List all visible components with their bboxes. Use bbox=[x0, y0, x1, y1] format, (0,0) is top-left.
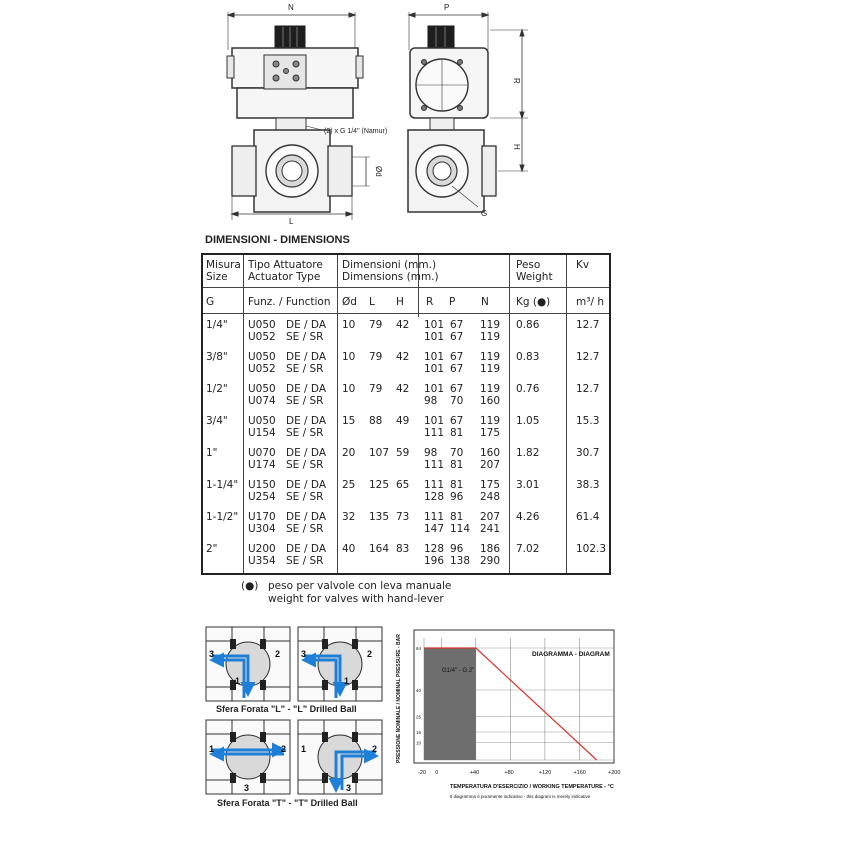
table-cell-size: 3/4" bbox=[206, 415, 228, 427]
table-cell-h: 42 bbox=[396, 319, 410, 331]
table-cell-d: 20 bbox=[342, 447, 356, 459]
header-actuator-en: Actuator Type bbox=[248, 271, 321, 283]
l1-port-2: 2 bbox=[275, 649, 281, 659]
table-cell-p1: 67 bbox=[450, 319, 464, 331]
header-dimensions-it: Dimensioni (mm.) bbox=[342, 259, 437, 271]
table-cell-r1: 111 bbox=[424, 511, 445, 523]
table-cell-act2: U154 bbox=[248, 427, 276, 439]
table-cell-n2: 175 bbox=[480, 427, 501, 439]
table-cell-kv: 12.7 bbox=[576, 383, 600, 395]
y-tick-label: 25 bbox=[416, 714, 422, 720]
t2-port-3: 3 bbox=[346, 783, 352, 793]
table-cell-d: 40 bbox=[342, 543, 356, 555]
t-ball-caption: Sfera Forata "T" - "T" Drilled Ball bbox=[217, 798, 358, 808]
y-tick-label: 40 bbox=[416, 688, 422, 693]
sub-d: Ød bbox=[342, 296, 357, 308]
sub-g: G bbox=[206, 296, 215, 308]
header-actuator-it: Tipo Attuatore bbox=[248, 259, 323, 271]
y-tick-label: 10 bbox=[416, 740, 422, 746]
l1-port-3: 3 bbox=[209, 649, 215, 659]
table-cell-h: 42 bbox=[396, 351, 410, 363]
table-cell-h: 73 bbox=[396, 511, 410, 523]
table-cell-p1: 67 bbox=[450, 383, 464, 395]
t1-port-3: 3 bbox=[244, 783, 250, 793]
x-tick-label: +200 bbox=[608, 770, 621, 776]
table-cell-p1: 81 bbox=[450, 479, 464, 491]
table-cell-r2: 196 bbox=[424, 555, 445, 567]
table-cell-p2: 114 bbox=[450, 523, 471, 535]
sub-p: P bbox=[449, 296, 456, 308]
table-cell-kv: 12.7 bbox=[576, 351, 600, 363]
table-cell-l: 88 bbox=[369, 415, 383, 427]
x-tick-labels bbox=[418, 770, 620, 776]
table-cell-d: 10 bbox=[342, 383, 356, 395]
footnote-it: peso per valvole con leva manuale bbox=[268, 580, 452, 592]
x-tick-label: +80 bbox=[504, 770, 514, 776]
table-cell-kg: 0.76 bbox=[516, 383, 540, 395]
table-cell-f2: SE / SR bbox=[286, 331, 324, 343]
table-cell-kg: 1.05 bbox=[516, 415, 540, 427]
table-cell-d: 10 bbox=[342, 351, 356, 363]
table-cell-r1: 98 bbox=[424, 447, 438, 459]
table-cell-n1: 207 bbox=[480, 511, 501, 523]
dim-label-p: P bbox=[444, 3, 450, 12]
header-dimensions-en: Dimensions (mm.) bbox=[342, 271, 439, 283]
table-cell-n1: 175 bbox=[480, 479, 501, 491]
l1-port-1: 1 bbox=[235, 676, 241, 686]
table-cell-r1: 101 bbox=[424, 415, 445, 427]
table-cell-f1: DE / DA bbox=[286, 319, 327, 331]
table-cell-act1: U150 bbox=[248, 479, 276, 491]
x-axis-label: TEMPERATURA D'ESERCIZIO / WORKING TEMPERATURE - °C bbox=[450, 784, 614, 790]
table-cell-r2: 101 bbox=[424, 363, 445, 375]
table-cell-kv: 61.4 bbox=[576, 511, 600, 523]
diagram-footnote: Il diagramma è puramente indicativo - this diagram is merely indicative bbox=[450, 794, 591, 799]
table-cell-n2: 241 bbox=[480, 523, 501, 535]
table-cell-kg: 0.83 bbox=[516, 351, 540, 363]
table-cell-l: 79 bbox=[369, 319, 383, 331]
table-cell-p2: 81 bbox=[450, 459, 464, 471]
table-cell-kv: 30.7 bbox=[576, 447, 600, 459]
table-cell-d: 15 bbox=[342, 415, 356, 427]
y-tick-label: 64 bbox=[416, 646, 422, 651]
table-cell-act1: U050 bbox=[248, 351, 276, 363]
table-cell-r2: 128 bbox=[424, 491, 445, 503]
l2-port-2: 2 bbox=[367, 649, 373, 659]
table-cell-d: 32 bbox=[342, 511, 356, 523]
table-cell-kv: 12.7 bbox=[576, 319, 600, 331]
table-cell-r2: 101 bbox=[424, 331, 445, 343]
table-cell-kv: 15.3 bbox=[576, 415, 600, 427]
table-cell-f2: SE / SR bbox=[286, 491, 324, 503]
sub-unit: m³/ h bbox=[576, 296, 604, 308]
table-cell-act1: U050 bbox=[248, 383, 276, 395]
table-cell-f2: SE / SR bbox=[286, 363, 324, 375]
pressure-temperature-diagram bbox=[390, 628, 625, 803]
table-cell-h: 65 bbox=[396, 479, 410, 491]
table-cell-size: 1" bbox=[206, 447, 218, 459]
table-cell-n2: 160 bbox=[480, 395, 501, 407]
table-cell-p1: 67 bbox=[450, 415, 464, 427]
dim-label-h: H bbox=[512, 144, 521, 150]
table-cell-r2: 147 bbox=[424, 523, 445, 535]
table-cell-act1: U050 bbox=[248, 319, 276, 331]
table-cell-r1: 128 bbox=[424, 543, 445, 555]
table-cell-act1: U200 bbox=[248, 543, 276, 555]
table-cell-f1: DE / DA bbox=[286, 351, 327, 363]
table-cell-p2: 70 bbox=[450, 395, 464, 407]
x-tick-label: -20 bbox=[418, 770, 426, 776]
table-cell-f2: SE / SR bbox=[286, 555, 324, 567]
table-cell-n2: 119 bbox=[480, 331, 501, 343]
table-cell-f1: DE / DA bbox=[286, 447, 327, 459]
table-cell-kv: 102.3 bbox=[576, 543, 607, 555]
table-title: DIMENSIONI - DIMENSIONS bbox=[205, 234, 350, 246]
l-ball-caption: Sfera Forata "L" - "L" Drilled Ball bbox=[216, 704, 357, 714]
t1-port-1: 1 bbox=[209, 744, 215, 754]
table-cell-r2: 98 bbox=[424, 395, 438, 407]
table-cell-f2: SE / SR bbox=[286, 523, 324, 535]
table-cell-kg: 7.02 bbox=[516, 543, 540, 555]
header-size-it: Misura bbox=[206, 259, 241, 271]
table-cell-f1: DE / DA bbox=[286, 415, 327, 427]
table-cell-h: 42 bbox=[396, 383, 410, 395]
table-cell-size: 3/8" bbox=[206, 351, 228, 363]
table-cell-kv: 38.3 bbox=[576, 479, 600, 491]
sub-h: H bbox=[396, 296, 404, 308]
l2-port-3: 3 bbox=[301, 649, 307, 659]
table-cell-kg: 1.82 bbox=[516, 447, 540, 459]
dim-label-r: R bbox=[512, 78, 521, 84]
table-cell-f1: DE / DA bbox=[286, 383, 327, 395]
table-cell-p2: 96 bbox=[450, 491, 464, 503]
dim-label-g: G bbox=[481, 209, 488, 218]
table-cell-p2: 67 bbox=[450, 363, 464, 375]
dim-label-n: N bbox=[288, 3, 294, 12]
table-cell-size: 1/2" bbox=[206, 383, 228, 395]
table-cell-f1: DE / DA bbox=[286, 511, 327, 523]
table-cell-r1: 101 bbox=[424, 351, 445, 363]
table-cell-f1: DE / DA bbox=[286, 479, 327, 491]
table-cell-size: 1-1/4" bbox=[206, 479, 239, 491]
table-cell-l: 79 bbox=[369, 351, 383, 363]
t-ball-diagram-2 bbox=[298, 720, 382, 794]
sub-kg: Kg (●) bbox=[516, 296, 551, 308]
footnote-symbol: (●) bbox=[241, 580, 259, 592]
dimensions-table bbox=[201, 253, 611, 575]
table-cell-n1: 119 bbox=[480, 319, 501, 331]
y-axis-label: PRESSIONE NOMINALE / NOMINAL PRESSURE - BAR bbox=[396, 634, 402, 763]
table-cell-l: 164 bbox=[369, 543, 390, 555]
namur-label: (2) x G 1/4" (Namur) bbox=[324, 128, 388, 135]
table-cell-f2: SE / SR bbox=[286, 459, 324, 471]
dim-label-l: L bbox=[289, 217, 294, 226]
table-cell-d: 25 bbox=[342, 479, 356, 491]
table-cell-act1: U070 bbox=[248, 447, 276, 459]
table-cell-n2: 207 bbox=[480, 459, 501, 471]
header-weight-it: Peso bbox=[516, 259, 541, 271]
table-cell-p1: 81 bbox=[450, 511, 464, 523]
table-cell-d: 10 bbox=[342, 319, 356, 331]
table-cell-l: 135 bbox=[369, 511, 390, 523]
table-cell-f2: SE / SR bbox=[286, 395, 324, 407]
table-cell-n1: 119 bbox=[480, 351, 501, 363]
table-cell-f2: SE / SR bbox=[286, 427, 324, 439]
range-label: G1/4" - G 2" bbox=[442, 668, 475, 674]
table-cell-p1: 70 bbox=[450, 447, 464, 459]
table-cell-l: 107 bbox=[369, 447, 390, 459]
table-cell-n1: 186 bbox=[480, 543, 501, 555]
table-cell-p2: 81 bbox=[450, 427, 464, 439]
table-cell-kg: 4.26 bbox=[516, 511, 540, 523]
table-cell-size: 1-1/2" bbox=[206, 511, 239, 523]
table-cell-n1: 119 bbox=[480, 415, 501, 427]
footnote-en: weight for valves with hand-lever bbox=[268, 593, 444, 605]
sub-l: L bbox=[369, 296, 375, 308]
diagram-title: DIAGRAMMA - DIAGRAM bbox=[532, 651, 610, 658]
dim-label-d: Ød bbox=[374, 166, 383, 177]
table-cell-f1: DE / DA bbox=[286, 543, 327, 555]
table-cell-n1: 160 bbox=[480, 447, 501, 459]
table-cell-l: 125 bbox=[369, 479, 390, 491]
y-tick-label: 16 bbox=[416, 730, 422, 735]
header-weight-en: Weight bbox=[516, 271, 553, 283]
table-cell-h: 83 bbox=[396, 543, 410, 555]
table-cell-p1: 67 bbox=[450, 351, 464, 363]
x-tick-label: +120 bbox=[538, 770, 552, 776]
table-cell-n1: 119 bbox=[480, 383, 501, 395]
table-cell-l: 79 bbox=[369, 383, 383, 395]
t1-port-2: 2 bbox=[281, 744, 287, 754]
table-cell-kg: 3.01 bbox=[516, 479, 540, 491]
table-cell-r1: 101 bbox=[424, 383, 445, 395]
table-cell-act2: U174 bbox=[248, 459, 276, 471]
table-cell-size: 1/4" bbox=[206, 319, 228, 331]
l-ball-diagram-1 bbox=[206, 627, 290, 701]
table-cell-n2: 119 bbox=[480, 363, 501, 375]
table-cell-act2: U304 bbox=[248, 523, 276, 535]
table-cell-act2: U074 bbox=[248, 395, 276, 407]
table-cell-kg: 0.86 bbox=[516, 319, 540, 331]
table-cell-r1: 111 bbox=[424, 479, 445, 491]
table-cell-act2: U354 bbox=[248, 555, 276, 567]
table-cell-act1: U170 bbox=[248, 511, 276, 523]
table-cell-act2: U052 bbox=[248, 331, 276, 343]
x-tick-label: +160 bbox=[573, 770, 586, 776]
table-cell-act2: U254 bbox=[248, 491, 276, 503]
l-ball-diagram-2 bbox=[298, 627, 382, 701]
table-cell-h: 59 bbox=[396, 447, 410, 459]
table-cell-p2: 138 bbox=[450, 555, 471, 567]
t2-port-1: 1 bbox=[301, 744, 307, 754]
table-cell-r2: 111 bbox=[424, 427, 445, 439]
table-cell-act2: U052 bbox=[248, 363, 276, 375]
sub-n: N bbox=[481, 296, 489, 308]
table-cell-h: 49 bbox=[396, 415, 410, 427]
table-cell-n2: 290 bbox=[480, 555, 501, 567]
table-cell-size: 2" bbox=[206, 543, 218, 555]
x-tick-label: +40 bbox=[469, 770, 480, 776]
sub-r: R bbox=[426, 296, 434, 308]
t2-port-2: 2 bbox=[372, 744, 378, 754]
table-cell-p1: 96 bbox=[450, 543, 464, 555]
table-cell-r2: 111 bbox=[424, 459, 445, 471]
table-cell-p2: 67 bbox=[450, 331, 464, 343]
table-cell-n2: 248 bbox=[480, 491, 501, 503]
header-size-en: Size bbox=[206, 271, 228, 283]
l2-port-1: 1 bbox=[344, 676, 350, 686]
header-kv: Kv bbox=[576, 259, 590, 271]
table-cell-act1: U050 bbox=[248, 415, 276, 427]
table-cell-r1: 101 bbox=[424, 319, 445, 331]
x-tick-label: 0 bbox=[435, 770, 439, 776]
sub-function: Funz. / Function bbox=[248, 296, 331, 308]
rated-region bbox=[424, 648, 476, 760]
